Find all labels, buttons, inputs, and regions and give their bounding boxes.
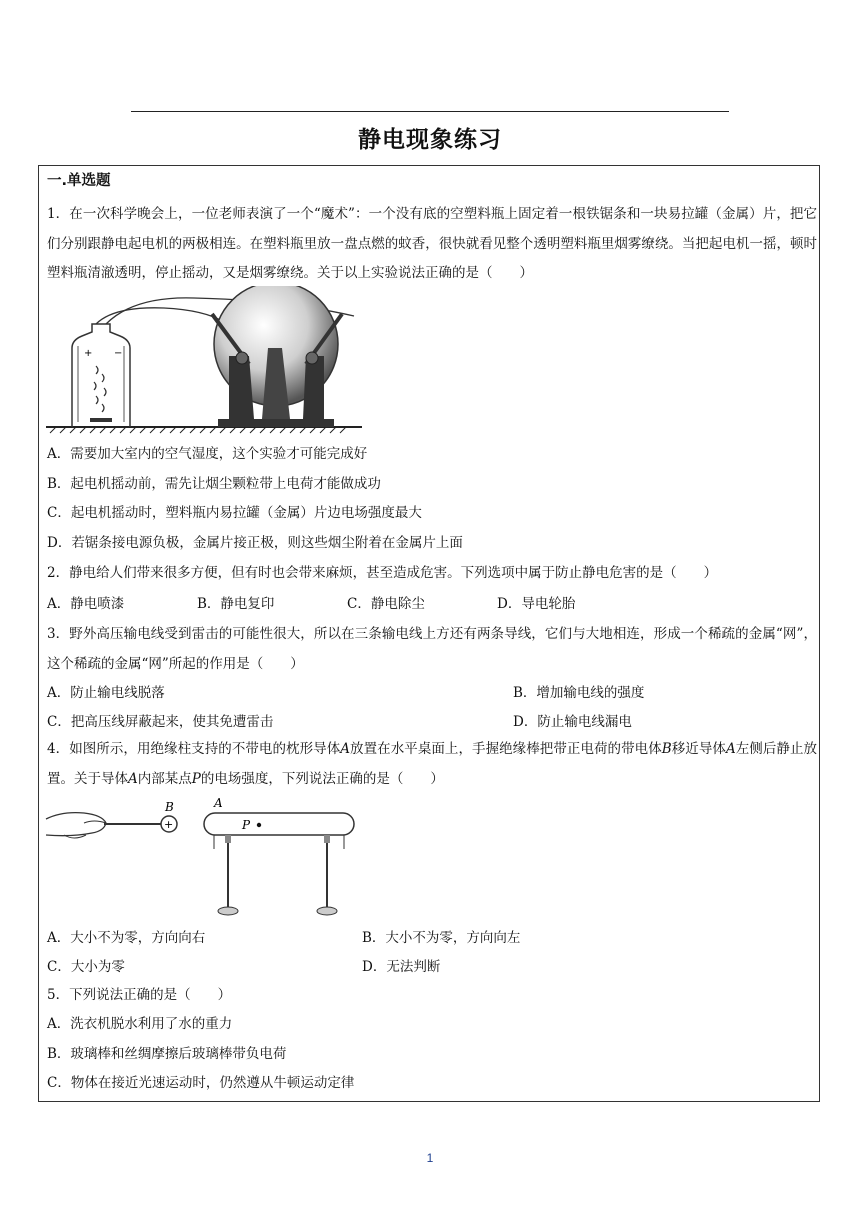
question-2-option-b: B．静电复印	[197, 596, 275, 612]
question-5-option-c: C．物体在接近光速运动时，仍然遵从牛顿运动定律	[47, 1075, 355, 1091]
question-1-option-d: D．若锯条接电源负极，金属片接正极，则这些烟尘附着在金属片上面	[47, 535, 463, 551]
question-4-option-d: D．无法判断	[362, 959, 441, 975]
sphere-plus-label: +	[164, 818, 174, 831]
header-rule	[131, 111, 729, 112]
question-5-option-b: B．玻璃棒和丝绸摩擦后玻璃棒带负电荷	[47, 1046, 287, 1062]
label-p: P	[242, 818, 251, 832]
question-2-option-d: D．导电轮胎	[497, 596, 576, 612]
electrostatic-machine-figure	[44, 286, 364, 436]
bottle-plus-label: +	[84, 348, 93, 359]
question-2-stem: 2．静电给人们带来很多方便，但有时也会带来麻烦，甚至造成危害。下列选项中属于防止静电危害的是（ ）	[47, 565, 718, 581]
question-3-option-d: D．防止输电线漏电	[513, 714, 632, 730]
question-4-stem: 4．如图所示，用绝缘柱支持的不带电的枕形导体A放置在水平桌面上，手握绝缘棒把带正电荷的带电体B移近导体A左侧后静止放置。关于导体A内部某点P的电场强度，下列说法正确的是（ ）	[47, 741, 818, 787]
page-title: 静电现象练习	[358, 127, 502, 153]
question-3-stem: 3．野外高压输电线受到雷击的可能性很大，所以在三条输电线上方还有两条导线，它们与大地相连，形成一个稀疏的金属“网”，这个稀疏的金属“网”所起的作用是（ ）	[47, 626, 817, 672]
question-3-option-a: A．防止输电线脱落	[47, 685, 165, 701]
question-3-option-b: B．增加输电线的强度	[513, 685, 645, 701]
question-3-option-c: C．把高压线屏蔽起来，使其免遭雷击	[47, 714, 274, 730]
question-1-stem: 1．在一次科学晚会上，一位老师表演了一个“魔术”：一个没有底的空塑料瓶上固定着一根铁锯条和一块易拉罐（金属）片，把它们分别跟静电起电机的两极相连。在塑料瓶里放一盘点燃的蚊香，很快就看见整个透明塑料瓶里烟雾缭绕。当把起电机一摇，顿时塑料瓶清澈透明，停止摇动，又是烟雾缭绕。关于以上实验说法正确的是（ ）	[47, 206, 817, 281]
question-1-option-c: C．起电机摇动时，塑料瓶内易拉罐（金属）片边电场强度最大	[47, 505, 422, 521]
question-1-option-b: B．起电机摇动前，需先让烟尘颗粒带上电荷才能做成功	[47, 476, 381, 492]
question-2-option-c: C．静电除尘	[347, 596, 425, 612]
page-number: 1	[426, 1151, 434, 1165]
question-4-option-b: B．大小不为零，方向向左	[362, 930, 521, 946]
bottle-minus-label: −	[114, 348, 123, 359]
question-5-stem: 5．下列说法正确的是（ ）	[47, 987, 232, 1003]
section-heading: 一.单选题	[47, 173, 111, 189]
question-4-option-c: C．大小为零	[47, 959, 125, 975]
label-b: B	[165, 800, 174, 814]
question-5-option-a: A．洗衣机脱水利用了水的重力	[47, 1016, 233, 1032]
question-4-option-a: A．大小不为零，方向向右	[47, 930, 206, 946]
pillow-conductor-figure	[44, 797, 364, 922]
question-2-option-a: A．静电喷漆	[47, 596, 125, 612]
question-1-option-a: A．需要加大室内的空气湿度，这个实验才可能完成好	[47, 446, 368, 462]
label-a: A	[214, 797, 223, 810]
